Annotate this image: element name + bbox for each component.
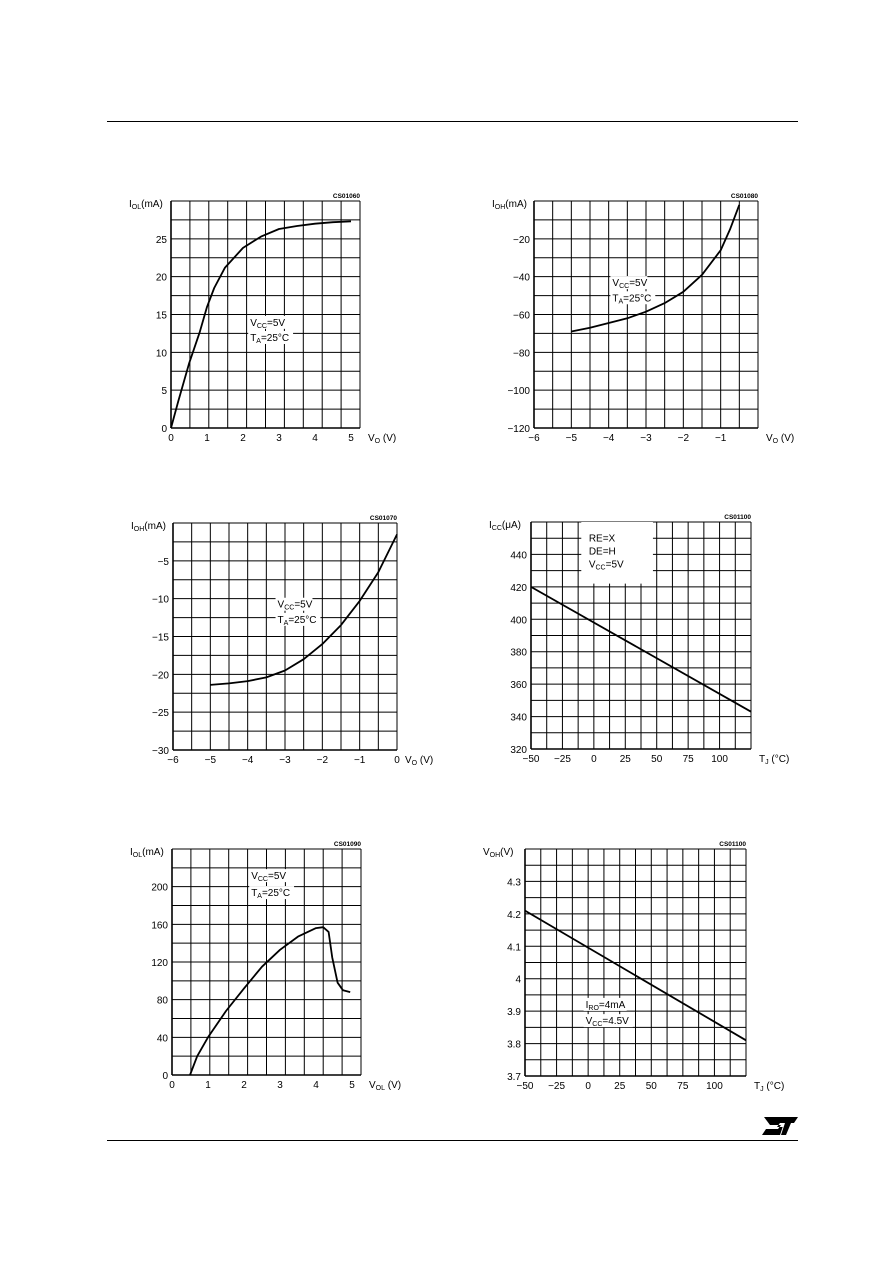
x-tick-label: 3 bbox=[276, 433, 282, 444]
annotation-text: $V_{CC}=5V$ bbox=[612, 278, 648, 291]
y-tick-label: −60 bbox=[513, 310, 530, 322]
x-tick-label: 100 bbox=[706, 1081, 723, 1092]
annotation-text: $V_{CC}=5V$ bbox=[588, 559, 624, 572]
x-tick-label: 2 bbox=[240, 433, 246, 444]
y-axis-label: $I_{OH}(mA)$ bbox=[492, 199, 527, 211]
annotation-text: $I_{RO}=4mA$ bbox=[585, 999, 626, 1012]
y-tick-label: −10 bbox=[152, 594, 169, 606]
x-tick-label: −5 bbox=[565, 433, 578, 444]
y-tick-label: −30 bbox=[152, 746, 169, 757]
x-tick-label: 25 bbox=[614, 1081, 626, 1092]
y-axis-label: $V_{OH}(V)$ bbox=[483, 847, 514, 859]
y-tick-label: 4.2 bbox=[507, 909, 521, 921]
x-tick-label: 5 bbox=[349, 1080, 355, 1091]
x-axis-label: $V_{OL}$ (V) bbox=[369, 1080, 402, 1092]
annotation-text: DE=H bbox=[588, 546, 616, 558]
x-tick-label: −3 bbox=[640, 433, 652, 444]
x-tick-label: −6 bbox=[528, 433, 540, 444]
chart-2 bbox=[492, 193, 794, 445]
y-tick-label: 3.7 bbox=[507, 1072, 521, 1083]
x-tick-label: 5 bbox=[348, 433, 354, 444]
annotation-text: $T_A=25^\circ C$ bbox=[251, 888, 291, 901]
chart-3 bbox=[131, 515, 433, 767]
x-tick-label: −5 bbox=[204, 755, 217, 766]
x-tick-label: −50 bbox=[516, 1081, 534, 1092]
y-tick-label: 4.1 bbox=[507, 942, 521, 954]
chart-code-label: CS01080 bbox=[730, 193, 758, 200]
y-tick-label: 3.9 bbox=[507, 1007, 521, 1019]
x-tick-label: 75 bbox=[677, 1081, 689, 1092]
x-tick-label: 4 bbox=[312, 433, 318, 444]
y-tick-label: 20 bbox=[155, 272, 167, 284]
chart-code-label: CS01090 bbox=[333, 841, 361, 848]
annotation-text: $T_A=25^\circ C$ bbox=[277, 614, 317, 627]
y-tick-label: 10 bbox=[155, 348, 167, 360]
y-tick-label: 160 bbox=[151, 920, 168, 932]
series-line bbox=[190, 927, 350, 1075]
annotation-text: $T_A=25^\circ C$ bbox=[250, 332, 290, 345]
chart-code-label: CS01100 bbox=[719, 841, 746, 848]
x-tick-label: 0 bbox=[169, 1080, 175, 1091]
x-tick-label: −2 bbox=[316, 755, 329, 766]
y-tick-label: −120 bbox=[507, 424, 530, 435]
x-tick-label: 0 bbox=[168, 433, 174, 444]
x-tick-label: 75 bbox=[682, 754, 694, 765]
chart-4 bbox=[489, 514, 789, 766]
y-tick-label: −40 bbox=[513, 272, 530, 284]
y-tick-label: 0 bbox=[161, 424, 167, 435]
x-tick-label: 25 bbox=[619, 754, 631, 765]
chart-code-label: CS01100 bbox=[724, 514, 751, 521]
annotation-text: $V_{CC}=5V$ bbox=[250, 317, 286, 330]
y-tick-label: −5 bbox=[157, 556, 169, 568]
annotation-text: $T_A=25^\circ C$ bbox=[612, 293, 652, 306]
y-tick-label: 320 bbox=[510, 745, 527, 756]
x-axis-label: $T_J$ (°C) bbox=[754, 1081, 785, 1093]
chart-grid bbox=[173, 523, 397, 750]
chart-code-label: CS01070 bbox=[369, 515, 397, 522]
x-axis-label: $V_O$ (V) bbox=[766, 433, 795, 445]
y-axis-label: $I_{OL}(mA)$ bbox=[130, 847, 164, 859]
y-tick-label: −80 bbox=[513, 348, 530, 360]
x-tick-label: 4 bbox=[313, 1080, 319, 1091]
chart-code-label: CS01060 bbox=[332, 193, 360, 200]
y-tick-label: 420 bbox=[510, 582, 527, 594]
chart-5 bbox=[130, 841, 401, 1092]
y-tick-label: 4 bbox=[515, 974, 521, 986]
x-axis-label: $V_O$ (V) bbox=[368, 433, 397, 445]
x-tick-label: −25 bbox=[553, 754, 571, 765]
annotation-text: $V_{CC}=5V$ bbox=[277, 599, 313, 612]
x-tick-label: −4 bbox=[241, 755, 254, 766]
x-tick-label: −2 bbox=[677, 433, 690, 444]
y-tick-label: 3.8 bbox=[507, 1039, 521, 1051]
chart-grid bbox=[534, 201, 758, 428]
chart-6 bbox=[483, 841, 784, 1093]
y-axis-label: $I_{OH}(mA)$ bbox=[131, 521, 166, 533]
y-tick-label: 200 bbox=[151, 882, 168, 894]
x-tick-label: −25 bbox=[548, 1081, 566, 1092]
y-tick-label: 340 bbox=[510, 712, 527, 724]
y-tick-label: −20 bbox=[513, 234, 530, 246]
y-tick-label: 40 bbox=[156, 1033, 168, 1045]
x-tick-label: 1 bbox=[204, 433, 210, 444]
y-tick-label: 400 bbox=[510, 615, 527, 627]
y-tick-label: 25 bbox=[155, 234, 167, 246]
x-tick-label: 3 bbox=[277, 1080, 283, 1091]
chart-grid bbox=[525, 849, 746, 1076]
y-tick-label: −15 bbox=[152, 632, 169, 644]
x-tick-label: −50 bbox=[522, 754, 540, 765]
x-tick-label: −6 bbox=[167, 755, 179, 766]
y-tick-label: 360 bbox=[510, 680, 527, 692]
x-tick-label: −1 bbox=[714, 433, 727, 444]
annotation-text: RE=X bbox=[588, 533, 616, 545]
x-tick-label: −3 bbox=[279, 755, 291, 766]
x-tick-label: 100 bbox=[711, 754, 728, 765]
x-tick-label: 2 bbox=[241, 1080, 247, 1091]
y-tick-label: 80 bbox=[156, 995, 168, 1007]
x-tick-label: 0 bbox=[591, 754, 597, 765]
y-tick-label: 380 bbox=[510, 647, 527, 659]
x-tick-label: 50 bbox=[645, 1081, 657, 1092]
x-tick-label: 50 bbox=[651, 754, 663, 765]
series-line bbox=[571, 205, 739, 332]
y-tick-label: 120 bbox=[151, 958, 168, 969]
x-axis-label: $T_J$ (°C) bbox=[759, 754, 790, 766]
x-tick-label: −1 bbox=[353, 755, 366, 766]
annotation-text: $V_{CC}=5V$ bbox=[251, 871, 287, 884]
y-tick-label: 0 bbox=[162, 1071, 168, 1082]
st-logo-icon bbox=[760, 1115, 800, 1137]
y-tick-label: 15 bbox=[155, 310, 167, 322]
y-axis-label: $I_{CC}(\mu A)$ bbox=[489, 520, 521, 532]
y-tick-label: 5 bbox=[161, 386, 167, 398]
x-tick-label: 0 bbox=[585, 1081, 591, 1092]
y-tick-label: 4.3 bbox=[507, 877, 521, 889]
y-tick-label: 440 bbox=[510, 550, 527, 562]
chart-1 bbox=[129, 193, 396, 445]
y-tick-label: −20 bbox=[152, 670, 169, 682]
x-tick-label: 0 bbox=[394, 755, 400, 766]
y-tick-label: −100 bbox=[507, 386, 530, 398]
y-tick-label: −25 bbox=[152, 708, 169, 720]
x-tick-label: −4 bbox=[602, 433, 615, 444]
annotation-text: $V_{CC}=4.5V$ bbox=[585, 1016, 629, 1029]
x-axis-label: $V_O$ (V) bbox=[405, 755, 434, 767]
x-tick-label: 1 bbox=[205, 1080, 211, 1091]
y-axis-label: $I_{OL}(mA)$ bbox=[129, 199, 163, 211]
